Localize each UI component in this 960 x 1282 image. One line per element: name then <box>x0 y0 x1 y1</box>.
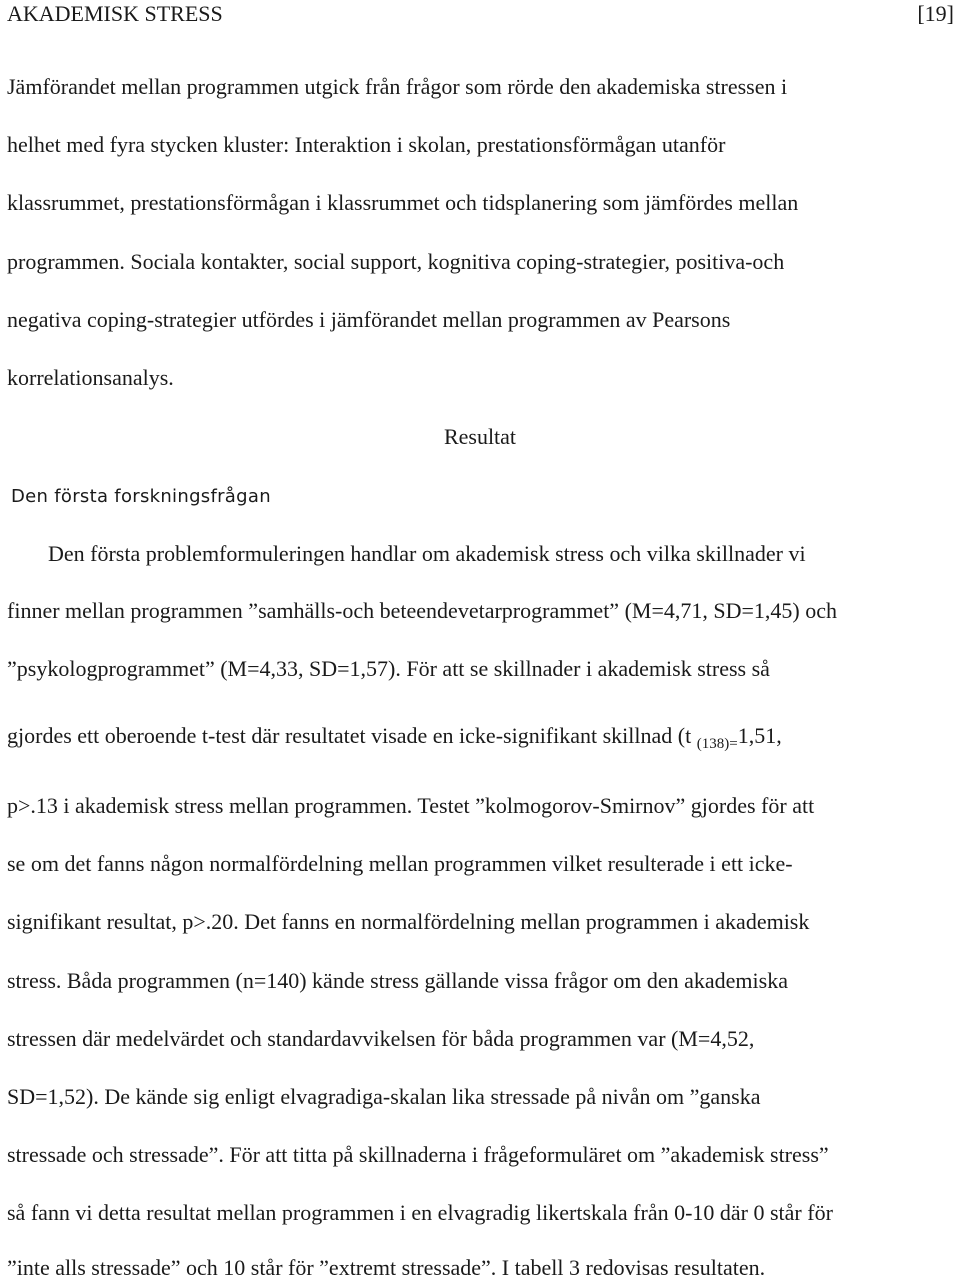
text-line: Den första problemformuleringen handlar om akademisk stress och vilka skillnader vi <box>48 541 806 566</box>
running-head: AKADEMISK STRESS <box>7 1 223 26</box>
page-header <box>7 0 954 30</box>
text-line: finner mellan programmen ”samhälls-och beteendevetarprogrammet” (M=4,71, SD=1,45) och <box>7 598 837 623</box>
text-line: stressade och stressade”. För att titta på skillnaderna i frågeformuläret om ”akademisk stress” <box>7 1142 829 1167</box>
text-line: klassrummet, prestationsförmågan i klassrummet och tidsplanering som jämfördes mellan <box>7 190 799 215</box>
ttest-value: 1,51, <box>737 723 782 748</box>
text-line: signifikant resultat, p>.20. Det fanns en normalfördelning mellan programmen i akademisk <box>7 909 810 934</box>
text-line: ”inte alls stressade” och 10 står för ”extremt stressade”. I tabell 3 redovisas resultaten. <box>7 1255 766 1280</box>
text-line: korrelationsanalys. <box>7 365 174 390</box>
text-line-ttest <box>7 722 782 753</box>
text-line: negativa coping-strategier utfördes i jämförandet mellan programmen av Pearsons <box>7 307 731 332</box>
text-line: se om det fanns någon normalfördelning mellan programmen vilket resulterade i ett icke- <box>7 851 793 876</box>
text-line: så fann vi detta resultat mellan programmen i en elvagradig likertskala från 0-10 där 0 står för <box>7 1200 833 1225</box>
text-line: programmen. Sociala kontakter, social support, kognitiva coping-strategier, positiva-och <box>7 249 785 274</box>
page-number: [19] <box>917 1 954 26</box>
text-line: p>.13 i akademisk stress mellan programmen. Testet ”kolmogorov-Smirnov” gjordes för att <box>7 793 815 818</box>
text-line: stress. Båda programmen (n=140) kände stress gällande vissa frågor om den akademiska <box>7 968 788 993</box>
text-line: helhet med fyra stycken kluster: Interaktion i skolan, prestationsförmågan utanför <box>7 132 726 157</box>
text-line: ”psykologprogrammet” (M=4,33, SD=1,57). För att se skillnader i akademisk stress så <box>7 656 770 681</box>
text-line: Jämförandet mellan programmen utgick från frågor som rörde den akademiska stressen i <box>7 74 788 99</box>
section-heading: Resultat <box>443 424 517 449</box>
ttest-subscript: (138)= <box>696 736 738 752</box>
subheading: Den första forskningsfrågan <box>11 486 271 507</box>
ttest-lead: gjordes ett oberoende t-test där resultatet visade en icke-signifikant skillnad (t <box>7 723 697 748</box>
text-line: SD=1,52). De kände sig enligt elvagradiga-skalan lika stressade på nivån om ”ganska <box>7 1084 761 1109</box>
text-line: stressen där medelvärdet och standardavvikelsen för båda programmen var (M=4,52, <box>7 1026 755 1051</box>
